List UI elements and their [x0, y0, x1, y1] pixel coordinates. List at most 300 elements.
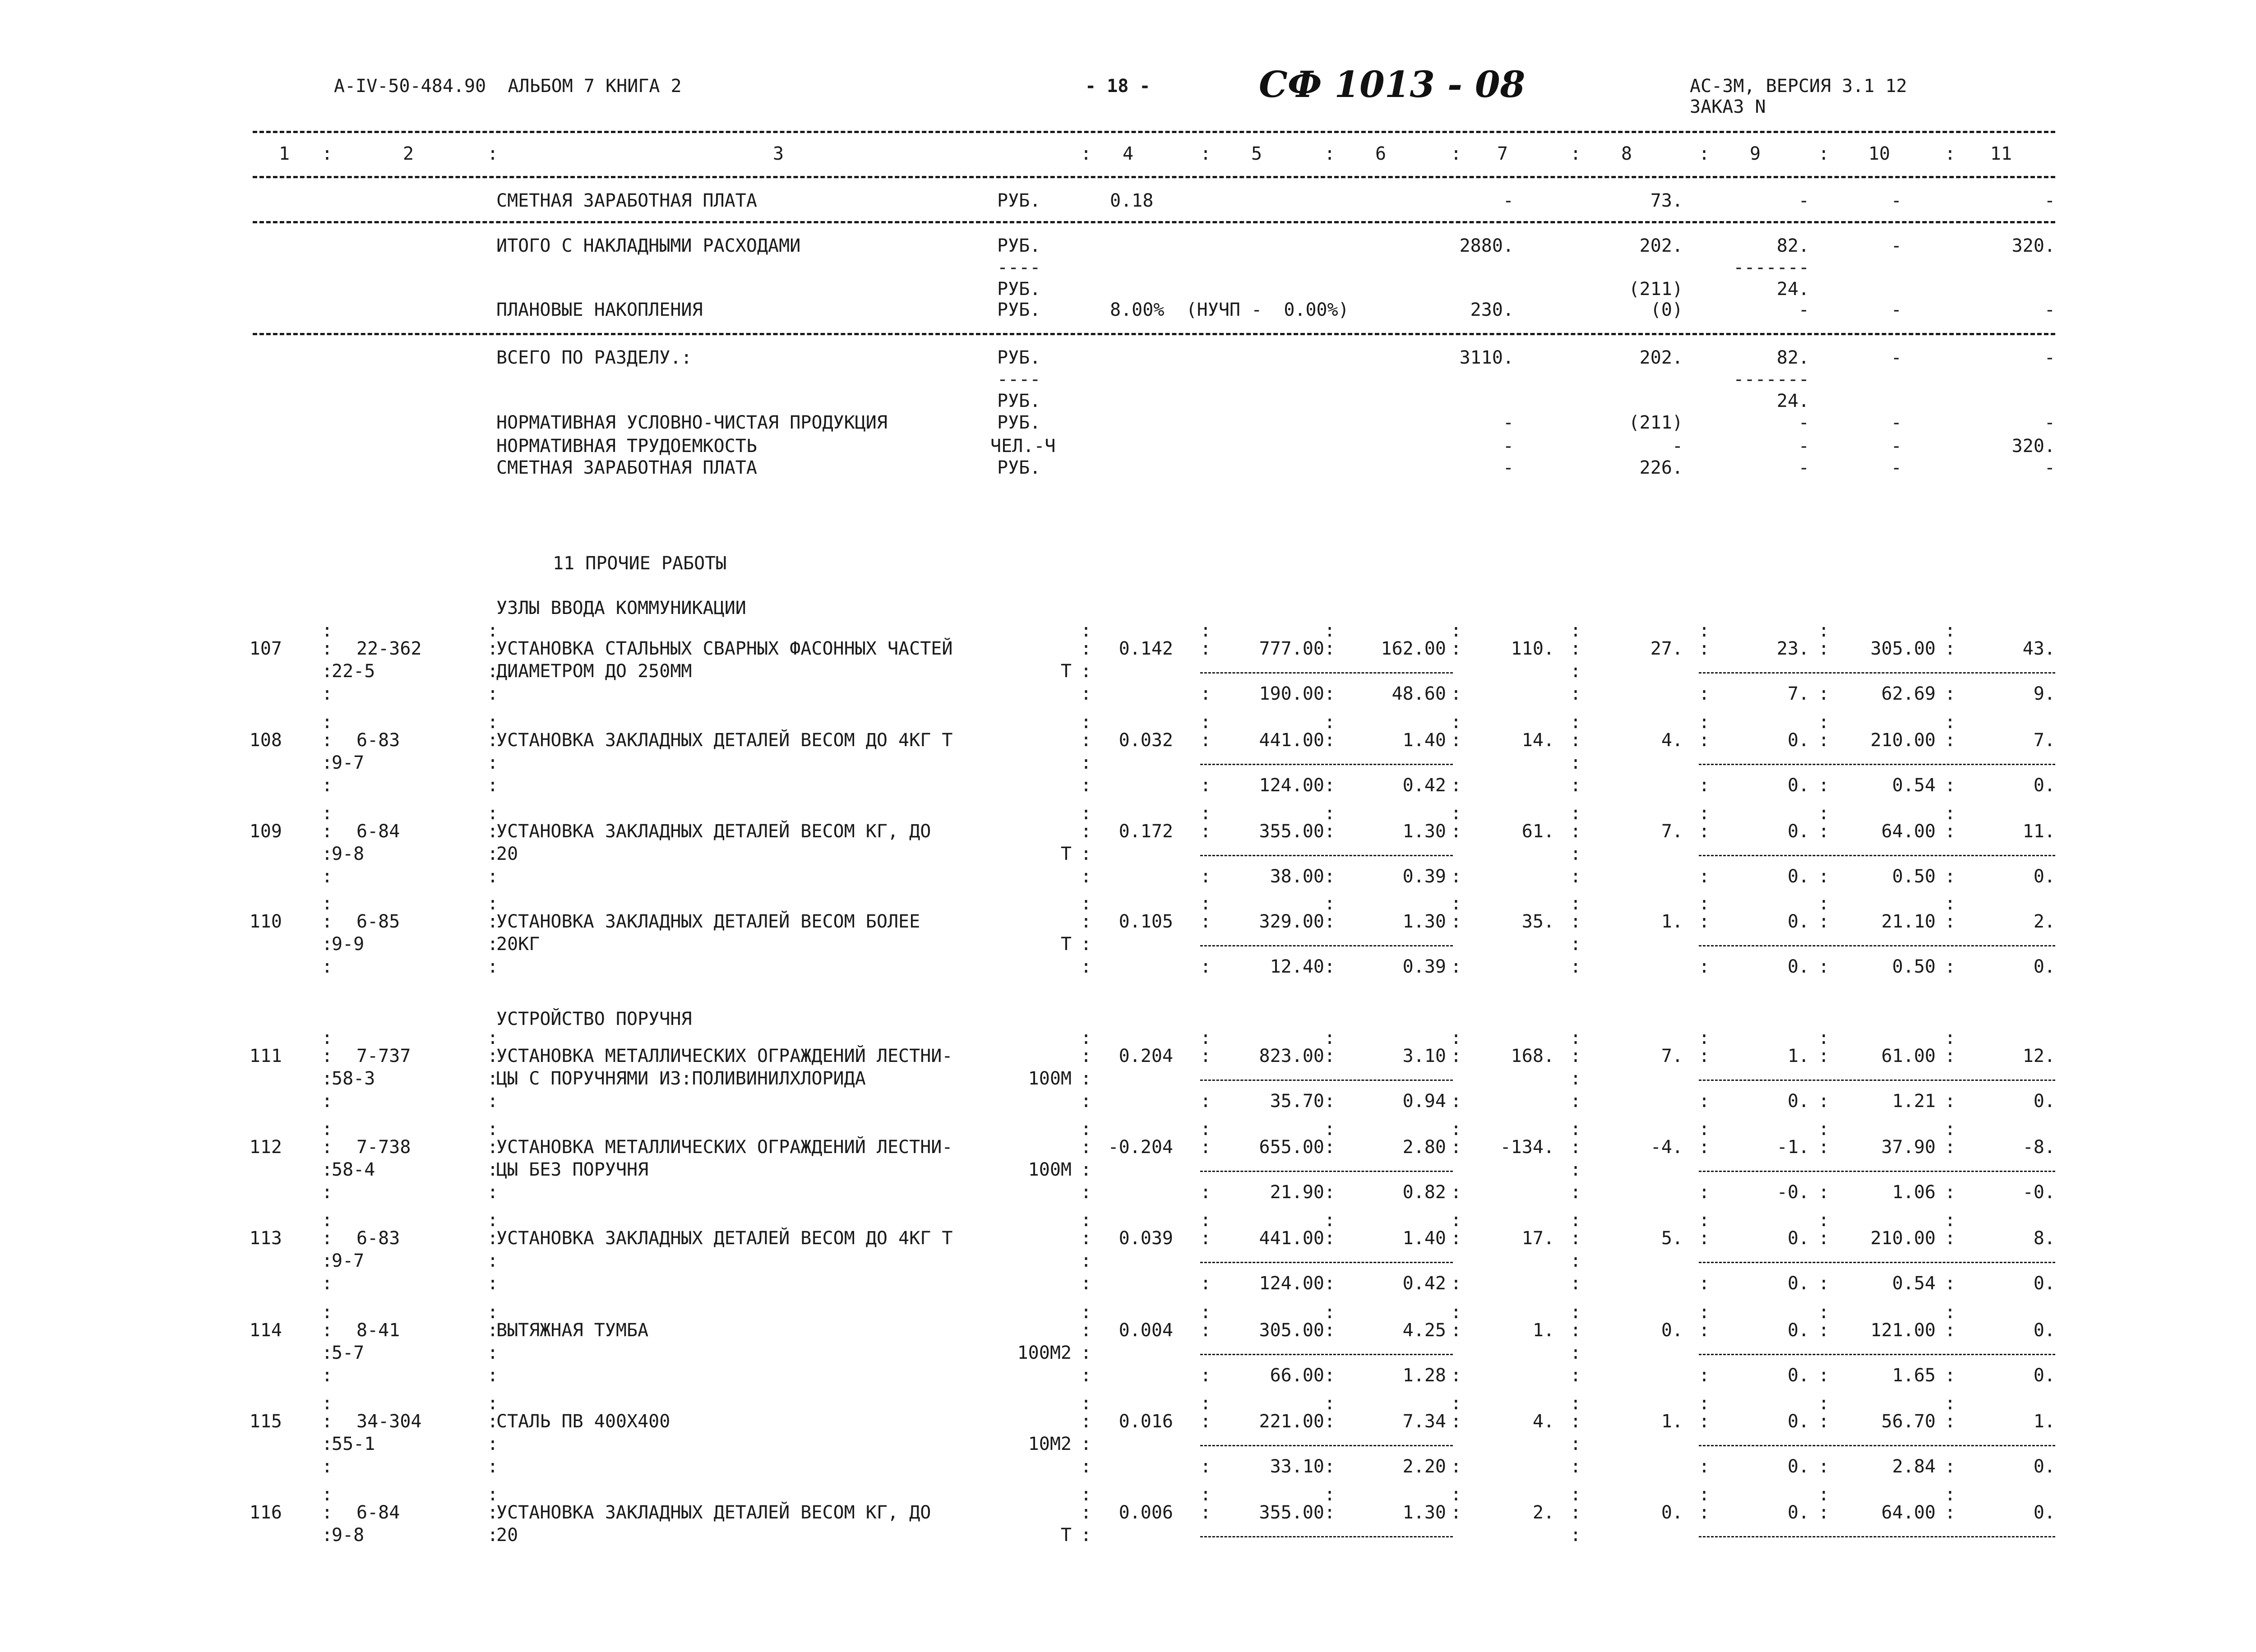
summary-col10: - [1891, 412, 1902, 433]
unit-cost: 355.00 [1259, 1502, 1324, 1523]
column-separator: : [322, 1456, 333, 1477]
unit-cost: 329.00 [1259, 911, 1324, 932]
unit-wage: 1.30 [1402, 1502, 1446, 1523]
item-number: 110 [249, 911, 282, 932]
summary-col11: - [2044, 457, 2055, 478]
column-separator: : [1451, 620, 1462, 641]
column-header-9: 9 [1749, 143, 1761, 164]
column-separator: : [1081, 893, 1092, 914]
machine-cost: 0. [1787, 1228, 1809, 1249]
program-version: АС-3М, ВЕРСИЯ 3.1 12 [1690, 76, 1907, 97]
column-separator: : [1200, 1028, 1211, 1048]
column-separator: : [322, 1251, 333, 1271]
column-separator: : [322, 1210, 333, 1231]
rate-code-section: 9-8 [332, 1525, 365, 1546]
column-separator: : [1945, 1028, 1956, 1048]
rate-code-section: 58-4 [332, 1159, 375, 1180]
summary-col11: - [2044, 347, 2055, 368]
summary-label: ИТОГО С НАКЛАДНЫМИ РАСХОДАМИ [496, 235, 801, 256]
item-number: 115 [249, 1411, 282, 1432]
column-separator: : [1081, 1046, 1092, 1066]
column-separator: : [1818, 1210, 1830, 1231]
column-separator: : [1324, 1228, 1336, 1249]
column-separator: : [322, 1393, 333, 1414]
total-wage: 1. [1661, 911, 1683, 932]
column-separator: : [1451, 1273, 1462, 1294]
machine-cost: 1. [1787, 1046, 1809, 1066]
total-cost: 110. [1511, 638, 1554, 659]
cell-rule [1699, 855, 2055, 856]
summary-col9: 24. [1776, 391, 1809, 411]
column-separator: : [1081, 1182, 1092, 1203]
item-number: 112 [249, 1137, 282, 1158]
unit-cost: 355.00 [1259, 821, 1324, 842]
column-separator: : [322, 1273, 333, 1294]
work-description-cont: ЦЫ БЕЗ ПОРУЧНЯ [496, 1159, 649, 1180]
unit-of-measure: 100М [1028, 1159, 1072, 1180]
column-separator: : [1324, 893, 1336, 914]
unit-machine-cost: 190.00 [1259, 683, 1324, 704]
unit-of-measure: 100М [1028, 1068, 1072, 1089]
column-separator: : [1570, 1119, 1581, 1140]
column-separator: : [1081, 638, 1092, 659]
summary-label: НОРМАТИВНАЯ ТРУДОЕМКОСТЬ [496, 436, 757, 457]
quantity: 0.032 [1119, 730, 1173, 751]
machine-cost: 0. [1787, 1502, 1809, 1523]
column-header-separator: : [1324, 143, 1336, 164]
column-separator: : [1945, 956, 1956, 977]
column-separator: : [1081, 730, 1092, 751]
column-separator: : [1699, 1502, 1710, 1523]
column-separator: : [487, 1068, 499, 1089]
column-separator: : [487, 1320, 499, 1341]
column-separator: : [1200, 956, 1211, 977]
order-number: ЗАКАЗ N [1690, 97, 1766, 117]
column-separator: : [322, 1320, 333, 1341]
column-separator: : [1818, 1182, 1830, 1203]
column-separator: : [1324, 730, 1336, 751]
column-separator: : [1570, 1343, 1581, 1363]
unit-cost: 221.00 [1259, 1411, 1324, 1432]
column-header-11: 11 [1990, 143, 2012, 164]
column-separator: : [322, 934, 333, 955]
column-separator: : [1324, 1028, 1336, 1048]
labour-total: 7. [2033, 730, 2055, 751]
quantity: 0.039 [1119, 1228, 1173, 1249]
rate-code: 6-83 [356, 730, 400, 751]
cell-rule [1200, 1536, 1453, 1537]
column-separator: : [1570, 1456, 1581, 1477]
summary-col8: (211) [1628, 412, 1683, 433]
column-separator: : [1570, 1068, 1581, 1089]
header-rule-top [253, 131, 2055, 133]
column-separator: : [487, 1046, 499, 1066]
unit-wage: 1.40 [1402, 1228, 1446, 1249]
work-description-cont: 20 [496, 844, 518, 864]
column-separator: : [487, 1137, 499, 1158]
column-separator: : [1570, 1434, 1581, 1454]
column-separator: : [322, 1411, 333, 1432]
column-separator: : [487, 1343, 499, 1363]
column-separator: : [487, 775, 499, 796]
column-separator: : [1324, 1411, 1336, 1432]
summary-col9: ------- [1733, 257, 1809, 278]
column-separator: : [1570, 1273, 1581, 1294]
column-separator: : [487, 911, 499, 932]
machine-labour-total: 0. [2033, 1456, 2055, 1477]
column-separator: : [1570, 1137, 1581, 1158]
column-separator: : [1081, 911, 1092, 932]
summary-col9: - [1798, 412, 1809, 433]
column-separator: : [1451, 956, 1462, 977]
summary-label: ВСЕГО ПО РАЗДЕЛУ.: [496, 347, 692, 368]
column-separator: : [1818, 1046, 1830, 1066]
summary-unit: ЧЕЛ.-Ч [990, 436, 1056, 457]
work-description: УСТАНОВКА ЗАКЛАДНЫХ ДЕТАЛЕЙ ВЕСОМ КГ, ДО [496, 821, 931, 842]
column-separator: : [1200, 775, 1211, 796]
column-separator: : [1570, 752, 1581, 773]
column-separator: : [1945, 1320, 1956, 1341]
column-separator: : [1699, 1228, 1710, 1249]
rate-code-section: 9-9 [332, 934, 365, 955]
item-number: 114 [249, 1320, 282, 1341]
column-separator: : [487, 661, 499, 682]
column-header-separator: : [1451, 143, 1462, 164]
cell-rule [1699, 764, 2055, 765]
column-separator: : [1451, 1091, 1462, 1112]
column-separator: : [1324, 1302, 1336, 1323]
column-separator: : [1570, 775, 1581, 796]
column-separator: : [1818, 821, 1830, 842]
labour-norm: 121.00 [1870, 1320, 1936, 1341]
column-separator: : [1451, 1365, 1462, 1386]
column-separator: : [1699, 1273, 1710, 1294]
quantity: -0.204 [1108, 1137, 1173, 1158]
unit-machine-wage: 1.28 [1402, 1365, 1446, 1386]
summary-col8: (0) [1650, 300, 1683, 320]
total-cost: 168. [1511, 1046, 1554, 1066]
summary-col10: - [1891, 347, 1902, 368]
item-number: 109 [249, 821, 282, 842]
column-separator: : [1451, 683, 1462, 704]
column-separator: : [1200, 1393, 1211, 1414]
column-separator: : [487, 1119, 499, 1140]
column-separator: : [322, 661, 333, 682]
column-separator: : [1570, 683, 1581, 704]
column-separator: : [1818, 893, 1830, 914]
column-separator: : [322, 638, 333, 659]
summary-unit: РУБ. [997, 279, 1041, 300]
column-separator: : [1324, 956, 1336, 977]
machine-wage: 0. [1787, 1273, 1809, 1294]
column-header-separator: : [1945, 143, 1956, 164]
column-separator: : [322, 1343, 333, 1363]
column-separator: : [1699, 620, 1710, 641]
column-separator: : [1945, 775, 1956, 796]
column-header-10: 10 [1868, 143, 1891, 164]
summary-unit: ---- [997, 257, 1041, 278]
column-separator: : [1324, 1137, 1336, 1158]
rate-code: 8-41 [356, 1320, 400, 1341]
machine-wage: 0. [1787, 956, 1809, 977]
column-separator: : [1451, 638, 1462, 659]
column-separator: : [322, 683, 333, 704]
summary-unit: РУБ. [997, 235, 1041, 256]
column-separator: : [1451, 1456, 1462, 1477]
item-number: 107 [249, 638, 282, 659]
machine-wage: 0. [1787, 1091, 1809, 1112]
column-separator: : [1081, 1273, 1092, 1294]
summary-unit: РУБ. [997, 391, 1041, 411]
column-separator: : [1081, 1068, 1092, 1089]
column-separator: : [487, 893, 499, 914]
column-separator: : [1945, 1502, 1956, 1523]
column-separator: : [1945, 1365, 1956, 1386]
column-separator: : [487, 803, 499, 824]
column-separator: : [1200, 1502, 1211, 1523]
rate-code-section: 22-5 [332, 661, 375, 682]
column-separator: : [1200, 1091, 1211, 1112]
quantity: 0.204 [1119, 1046, 1173, 1066]
labour-total: 2. [2033, 911, 2055, 932]
column-separator: : [1570, 1393, 1581, 1414]
column-separator: : [1200, 1302, 1211, 1323]
column-separator: : [1451, 866, 1462, 887]
column-separator: : [487, 638, 499, 659]
column-separator: : [1945, 803, 1956, 824]
machine-labour-norm: 0.50 [1892, 866, 1936, 887]
column-separator: : [322, 844, 333, 864]
summary-col7: 2880. [1459, 235, 1514, 256]
labour-total: 43. [2022, 638, 2055, 659]
unit-of-measure: Т [1060, 844, 1072, 864]
summary-col8: 202. [1639, 347, 1683, 368]
column-separator: : [1200, 1046, 1211, 1066]
machine-labour-total: 0. [2033, 866, 2055, 887]
total-cost: 1. [1532, 1320, 1554, 1341]
column-separator: : [487, 1210, 499, 1231]
column-separator: : [1451, 893, 1462, 914]
unit-machine-cost: 35.70 [1270, 1091, 1324, 1112]
column-separator: : [1081, 1411, 1092, 1432]
rate-code: 6-85 [356, 911, 400, 932]
column-separator: : [1324, 1046, 1336, 1066]
summary-col11: 320. [2011, 436, 2055, 457]
column-separator: : [1818, 803, 1830, 824]
cell-rule [1200, 1262, 1453, 1263]
column-separator: : [1081, 866, 1092, 887]
column-separator: : [1945, 1228, 1956, 1249]
cell-rule [1699, 1080, 2055, 1081]
column-separator: : [1200, 1119, 1211, 1140]
column-separator: : [1699, 1182, 1710, 1203]
rate-code-section: 9-8 [332, 844, 365, 864]
summary-col4: 0.18 [1110, 190, 1154, 211]
work-description: СТАЛЬ ПВ 400Х400 [496, 1411, 670, 1432]
summary-unit: ---- [997, 369, 1041, 390]
column-separator: : [1818, 1091, 1830, 1112]
column-separator: : [1570, 1502, 1581, 1523]
column-separator: : [1081, 752, 1092, 773]
total-cost: 17. [1521, 1228, 1554, 1249]
unit-machine-wage: 0.82 [1402, 1182, 1446, 1203]
summary-col7: - [1502, 412, 1514, 433]
column-separator: : [1570, 1159, 1581, 1180]
column-separator: : [1451, 1484, 1462, 1505]
column-separator: : [1324, 911, 1336, 932]
column-separator: : [487, 1228, 499, 1249]
header-rule-bottom [253, 176, 2055, 178]
rate-code-section: 5-7 [332, 1343, 365, 1363]
column-separator: : [1818, 1320, 1830, 1341]
column-separator: : [1945, 1182, 1956, 1203]
total-cost: 61. [1521, 821, 1554, 842]
column-separator: : [1818, 1119, 1830, 1140]
rate-code-section: 9-7 [332, 1251, 365, 1271]
column-separator: : [322, 1137, 333, 1158]
column-separator: : [1081, 1251, 1092, 1271]
column-header-4: 4 [1122, 143, 1134, 164]
unit-cost: 823.00 [1259, 1046, 1324, 1066]
cell-rule [1200, 1080, 1453, 1081]
column-separator: : [1081, 620, 1092, 641]
column-separator: : [1570, 893, 1581, 914]
rate-code: 6-84 [356, 821, 400, 842]
column-separator: : [487, 1302, 499, 1323]
rate-code: 7-737 [356, 1046, 411, 1066]
column-separator: : [1570, 866, 1581, 887]
cell-rule [1200, 1445, 1453, 1446]
column-separator: : [1200, 1182, 1211, 1203]
column-separator: : [1699, 712, 1710, 733]
column-separator: : [1324, 1456, 1336, 1477]
column-separator: : [1818, 956, 1830, 977]
unit-of-measure: Т [1060, 934, 1072, 955]
column-separator: : [1324, 775, 1336, 796]
column-separator: : [1081, 1502, 1092, 1523]
work-description: УСТАНОВКА ЗАКЛАДНЫХ ДЕТАЛЕЙ ВЕСОМ КГ, ДО [496, 1502, 931, 1523]
column-separator: : [1945, 730, 1956, 751]
column-separator: : [1570, 1251, 1581, 1271]
work-description: УСТАНОВКА МЕТАЛЛИЧЕСКИХ ОГРАЖДЕНИЙ ЛЕСТНИ- [496, 1046, 953, 1066]
column-separator: : [1451, 1028, 1462, 1048]
unit-wage: 1.30 [1402, 821, 1446, 842]
column-separator: : [322, 893, 333, 914]
column-separator: : [1324, 1320, 1336, 1341]
cell-rule [1200, 764, 1453, 765]
unit-machine-cost: 124.00 [1259, 1273, 1324, 1294]
unit-machine-cost: 124.00 [1259, 775, 1324, 796]
column-separator: : [1324, 1091, 1336, 1112]
column-header-8: 8 [1621, 143, 1632, 164]
summary-col8: - [1672, 436, 1683, 457]
summary-label: НОРМАТИВНАЯ УСЛОВНО-ЧИСТАЯ ПРОДУКЦИЯ [496, 412, 888, 433]
unit-of-measure: Т [1060, 1525, 1072, 1546]
total-wage: 0. [1661, 1502, 1683, 1523]
column-separator: : [1699, 893, 1710, 914]
work-description-cont: 20 [496, 1525, 518, 1546]
item-number: 111 [249, 1046, 282, 1066]
labour-norm: 305.00 [1870, 638, 1936, 659]
total-cost: -134. [1500, 1137, 1554, 1158]
column-separator: : [1945, 911, 1956, 932]
column-separator: : [1081, 1091, 1092, 1112]
column-separator: : [322, 752, 333, 773]
column-separator: : [487, 1028, 499, 1048]
column-separator: : [1081, 1365, 1092, 1386]
column-separator: : [1200, 620, 1211, 641]
labour-total: 1. [2033, 1411, 2055, 1432]
quantity: 0.142 [1119, 638, 1173, 659]
labour-norm: 210.00 [1870, 730, 1936, 751]
column-separator: : [322, 1091, 333, 1112]
column-separator: : [1081, 683, 1092, 704]
column-separator: : [1081, 661, 1092, 682]
column-separator: : [1200, 1228, 1211, 1249]
column-header-separator: : [322, 143, 333, 164]
column-separator: : [1570, 1411, 1581, 1432]
work-description: УСТАНОВКА СТАЛЬНЫХ СВАРНЫХ ФАСОННЫХ ЧАСТЕЙ [496, 638, 953, 659]
unit-machine-cost: 38.00 [1270, 866, 1324, 887]
column-separator: : [1570, 1028, 1581, 1048]
unit-machine-cost: 12.40 [1270, 956, 1324, 977]
column-separator: : [1451, 712, 1462, 733]
summary-col10: - [1891, 235, 1902, 256]
labour-total: -8. [2022, 1137, 2055, 1158]
column-separator: : [1081, 1393, 1092, 1414]
machine-cost: 0. [1787, 1320, 1809, 1341]
column-separator: : [1699, 956, 1710, 977]
total-wage: -4. [1650, 1137, 1683, 1158]
cell-rule [1200, 672, 1453, 674]
item-number: 116 [249, 1502, 282, 1523]
column-separator: : [322, 1228, 333, 1249]
column-separator: : [1945, 1411, 1956, 1432]
machine-labour-total: 0. [2033, 956, 2055, 977]
unit-wage: 4.25 [1402, 1320, 1446, 1341]
column-separator: : [1699, 866, 1710, 887]
column-separator: : [487, 712, 499, 733]
column-separator: : [1570, 1228, 1581, 1249]
column-separator: : [322, 712, 333, 733]
column-separator: : [487, 1456, 499, 1477]
summary-label: СМЕТНАЯ ЗАРАБОТНАЯ ПЛАТА [496, 457, 757, 478]
column-separator: : [1200, 866, 1211, 887]
cell-rule [1699, 945, 2055, 946]
column-separator: : [1570, 1484, 1581, 1505]
cell-rule [1200, 855, 1453, 856]
rate-code-section: 9-7 [332, 752, 365, 773]
column-separator: : [1451, 911, 1462, 932]
unit-wage: 2.80 [1402, 1137, 1446, 1158]
column-separator: : [1570, 821, 1581, 842]
column-header-1: 1 [278, 143, 290, 164]
column-separator: : [1945, 1393, 1956, 1414]
cell-rule [1699, 672, 2055, 674]
column-separator: : [1570, 911, 1581, 932]
summary-col4: 8.00% (НУЧП - 0.00%) [1110, 300, 1349, 320]
column-separator: : [1570, 1210, 1581, 1231]
column-separator: : [1081, 1484, 1092, 1505]
column-separator: : [1699, 1028, 1710, 1048]
total-cost: 35. [1521, 911, 1554, 932]
column-separator: : [1324, 638, 1336, 659]
summary-unit: РУБ. [997, 412, 1041, 433]
unit-of-measure: Т [1060, 661, 1072, 682]
column-separator: : [322, 1502, 333, 1523]
column-separator: : [322, 1028, 333, 1048]
column-separator: : [1570, 1046, 1581, 1066]
